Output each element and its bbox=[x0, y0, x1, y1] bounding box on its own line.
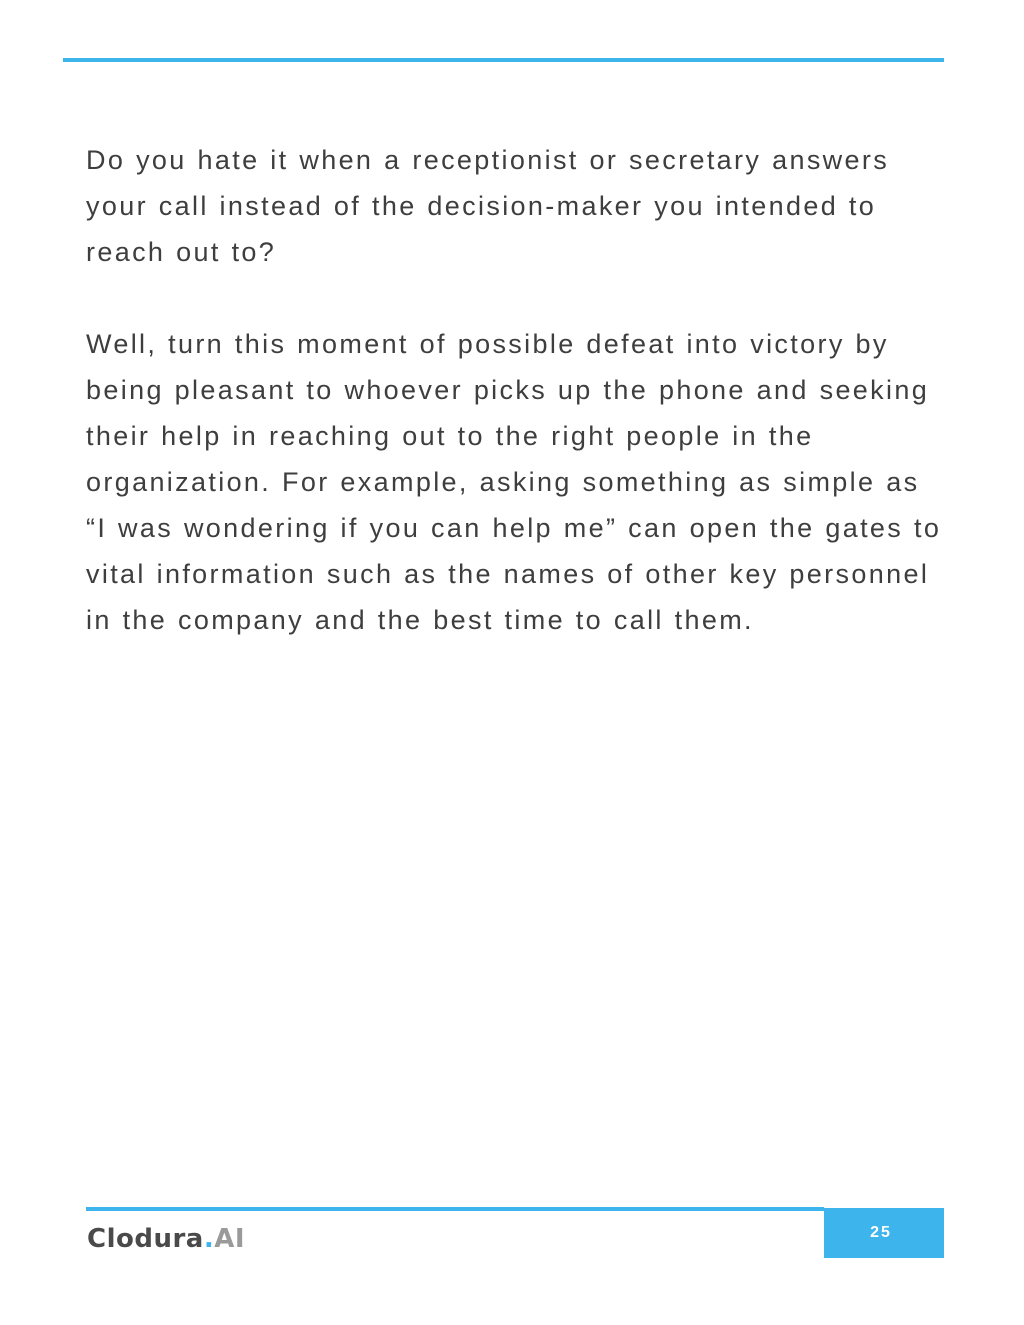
footer-rule bbox=[86, 1207, 824, 1211]
page-number: 25 bbox=[870, 1224, 892, 1241]
paragraph-advice: Well, turn this moment of possible defeat into victory by being pleasant to whoever picks up the phone and seeking their help in reaching out to the right people in the organization. For example, asking something as simple as “I was wondering if you can help me” can open the gates to vital information such as the names of other key personnel in the company and the best time to call them. bbox=[86, 329, 942, 635]
header-rule bbox=[63, 58, 944, 62]
logo-dot: . bbox=[203, 1224, 215, 1254]
logo-name: Clodura bbox=[87, 1224, 204, 1254]
paragraph-intro: Do you hate it when a receptionist or secretary answers your call instead of the decision-maker you intended to reach out to? bbox=[86, 145, 890, 267]
page-body bbox=[86, 137, 946, 689]
logo-suffix: AI bbox=[214, 1224, 246, 1254]
page-number-badge bbox=[824, 1208, 944, 1258]
clodura-logo bbox=[87, 1224, 245, 1254]
